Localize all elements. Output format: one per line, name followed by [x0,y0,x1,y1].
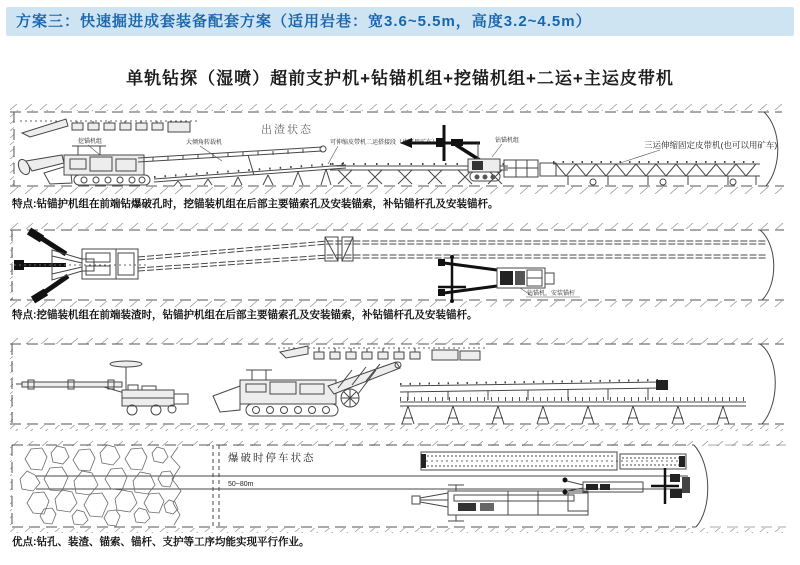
roadheader-unit [213,362,401,416]
drill-jumbo [16,361,188,415]
feature-text-2: 特点:挖锚装机组在前端装渣时，钻锚护机组在后部主要锚索孔及安装锚索，补钻锚杆孔及安装锚杆。 [12,309,478,321]
panel-blast-parking [8,441,792,533]
state-label-mucking: 出渣状态 [261,124,313,136]
panel-side-view-mucking [8,103,792,200]
feature-text-1: 特点:钻锚护机组在前端钻爆破孔时，挖锚装机组在后部主要锚索孔及安装锚索，补钻锚杆孔及安装锚杆。 [12,198,499,210]
excavator-label: 挖锚机组 [78,139,103,145]
distance-dimension-label: 50~80m [228,481,254,488]
tunnel-face-line [760,344,775,424]
bolter-unit-plan [438,255,580,303]
panel-side-view-drilling [8,338,792,438]
belt-conveyor-plan [421,452,686,470]
state-label-blasting: 爆破时停车状态 [228,452,316,464]
blasted-rock-pile [20,445,181,526]
conveyor-label: 大倾角转载机 [186,140,223,146]
main-title: 单轨钻探（湿喷）超前支护机+钻锚机组+挖锚机组+二运+主运皮带机 [126,69,674,88]
safety-distance-lines [213,445,219,527]
inclined-scraper-conveyor [154,163,346,186]
excavator-bolter-unit [16,146,150,185]
header-bar [6,7,794,36]
monorail-carrier-train [278,346,488,360]
monorail-carrier-train [20,119,200,137]
bolter-cross-plan [563,468,691,504]
loader-funnel-and-body [14,249,148,280]
tunnel-face-line [694,445,708,527]
belt-label: 三运伸缩固定皮带机(也可以用矿车) [644,140,778,150]
bolter-machine [468,143,556,181]
transfer-label: 可伸缩皮带机二运搭接段（也可用矿车） [330,140,439,146]
panel-plan-view [8,223,792,307]
advantage-text: 优点:钻孔、装渣、锚索、锚杆、支护等工序均能实现平行作业。 [12,536,310,548]
extensible-belt-conveyor [553,162,760,185]
drill-rig-plan [412,485,588,521]
header-title: 方案三：快速掘进成套装备配套方案（适用岩巷：宽3.6~5.5m，高度3.2~4.5m） [16,13,592,30]
bridge-conveyor [138,146,326,175]
bolter-plan-label: 钻锚机，安装锚杆 [527,291,576,297]
monorail-beam-track [400,399,746,424]
bolter-label: 钻锚机组 [495,138,520,144]
panel4-labels [228,451,316,488]
